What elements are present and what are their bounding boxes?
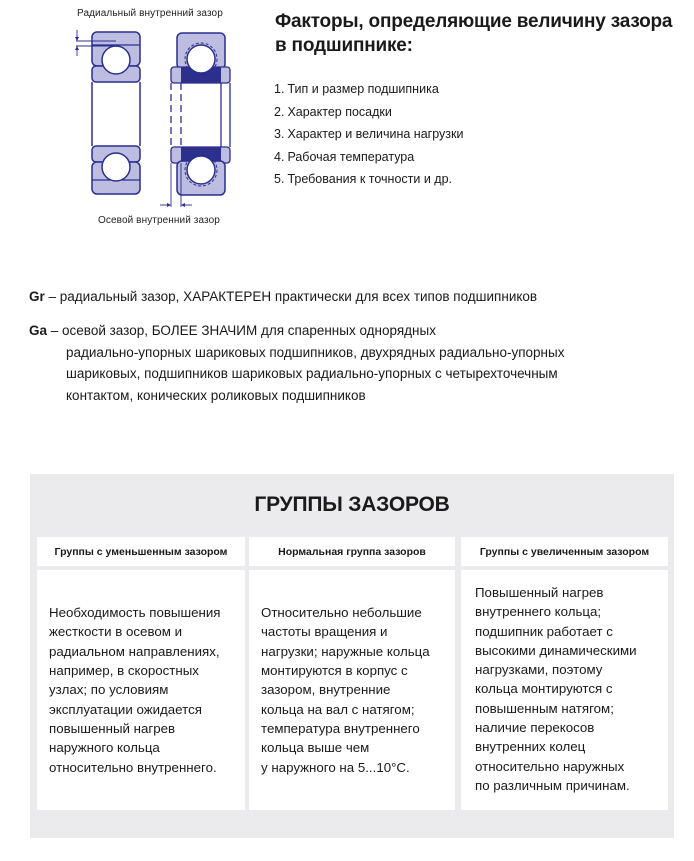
definition-gr: Gr – радиальный зазор, ХАРАКТЕРЕН практически для всех типов подшипников [29,289,538,304]
groups-title: ГРУППЫ ЗАЗОРОВ [254,493,450,516]
factors-title: Факторы, определяющие величину зазора в подшипнике: [275,11,673,56]
clearance-groups-panel [30,474,674,838]
factor-item: 2. Характер посадки [274,104,392,119]
axial-clearance-caption: Осевой внутренний зазор [98,215,220,226]
group-header-normal: Нормальная группа зазоров [249,537,455,566]
group-body-increased [461,570,668,810]
group-description: Повышенный нагрев внутреннего кольца; подшипник работает с высокими динамическими нагрузками, поэтому кольца монтируются с повышенным натягом; наличие перекосов внутренних колец относительно наружных по различным причинам. [475,585,637,793]
axial-top-ball [187,45,215,73]
radial-clearance-caption: Радиальный внутренний зазор [77,8,223,19]
definition-gr-text: радиальный зазор, ХАРАКТЕРЕН практически для всех типов подшипников [59,289,538,304]
group-description: Относительно небольшие частоты вращения и нагрузки; наружные кольца монтируются в корпус с зазором, внутренние кольца на вал с натягом; температура внутреннего кольца выше чем у наружного на 5...10°С. [261,605,430,775]
group-body-reduced [37,570,245,810]
term-ga: Ga [29,323,48,338]
bearing-clearance-diagram [0,0,260,240]
radial-bearing-section [75,30,140,194]
factor-item: 4. Рабочая температура [274,149,415,164]
definition-ga-line: осевой зазор, БОЛЕЕ ЗНАЧИМ для спаренных однорядных [62,323,436,338]
factor-item: 3. Характер и величина нагрузки [274,127,464,141]
definition-ga-line: контактом, конических роликовых подшипников [66,387,366,403]
axial-bottom-ball [187,156,215,184]
radial-top-ball [102,46,130,74]
bearing-cross-section-svg [0,0,260,240]
radial-bottom-ball [102,153,130,181]
definition-ga-line: радиально-упорных шариковых подшипников, двухрядных радиально-упорных [66,344,565,360]
definition-ga-line: шариковых, подшипников шариковых радиально-упорных с четырехточечным [66,366,558,381]
group-body-normal [249,570,455,810]
term-gr: Gr [29,289,45,304]
group-header-reduced: Группы с уменьшенным зазором [37,537,245,566]
axial-bearing-section [160,33,230,207]
factor-item: 5. Требования к точности и др. [274,172,453,186]
group-header-increased: Группы с увеличенным зазором [461,537,668,566]
factor-item: 1. Тип и размер подшипника [274,82,439,96]
definition-ga: Ga – осевой зазор, БОЛЕЕ ЗНАЧИМ для спаренных однорядных радиально-упорных шариковых подшипников, двухрядных радиально-упорных шариковых, подшипников шариковых радиально-упорных с четырехточечным контактом, конических роликовых подшипников [29,320,679,406]
group-description: Необходимость повышения жесткости в осевом и радиальном направлениях, например, в скоростных узлах; по условиям эксплуатации ожидается повышенный нагрев наружного кольца относительно внутреннего. [49,605,221,775]
factors-list [274,78,463,191]
